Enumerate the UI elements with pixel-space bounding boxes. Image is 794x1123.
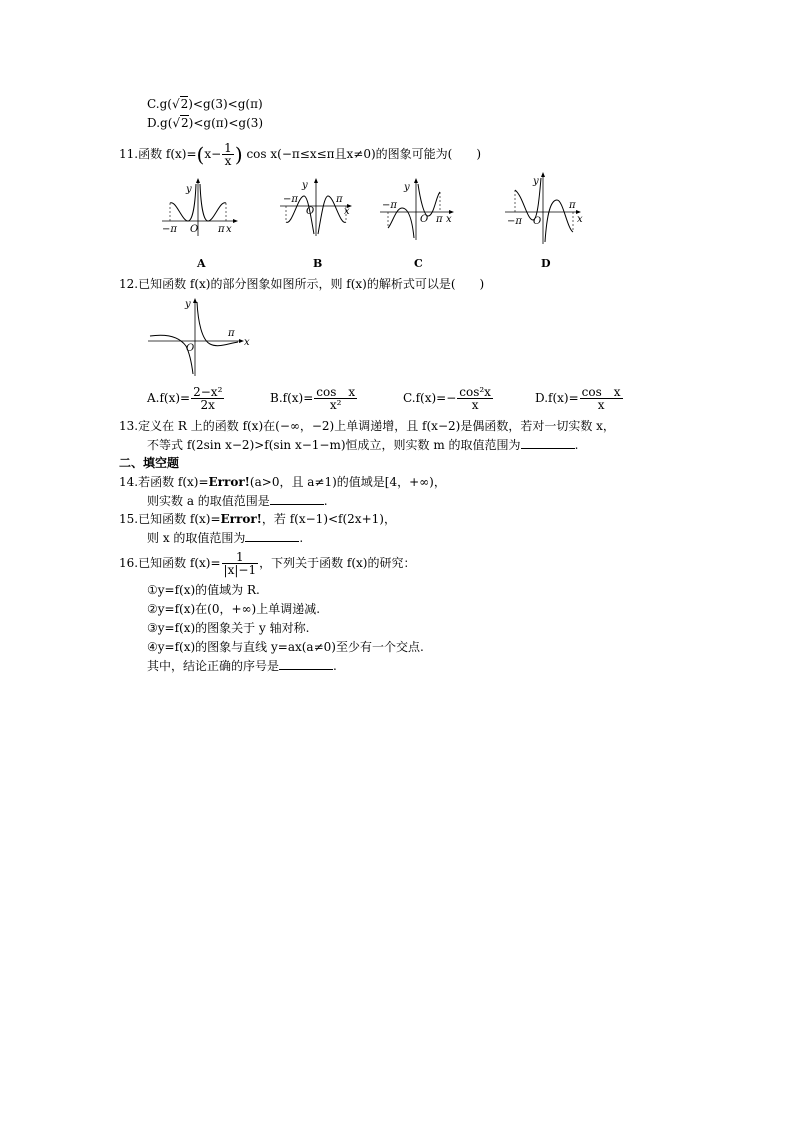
q11-graph-a-pi: π — [218, 224, 225, 235]
q12-graph — [148, 298, 250, 378]
q11-graph-a-origin: O — [190, 224, 199, 235]
q14-line-2-end: . — [323, 494, 328, 508]
q12-option-b-num: cos x — [316, 385, 356, 399]
q12-option-a — [147, 385, 225, 411]
q15-answer-blank[interactable] — [245, 531, 299, 542]
q14-line-1 — [119, 475, 446, 489]
q12-option-b-den: x² — [329, 398, 342, 412]
q13-line-2 — [147, 438, 578, 452]
q16-item-2: ②y=f(x)在(0，+∞)上单调递减. — [147, 602, 321, 616]
q11-graph-a-x-label: x — [226, 224, 232, 235]
q12-option-c-den: x — [471, 398, 479, 412]
q11-lparen: ( — [196, 142, 205, 167]
q11-graph-d-y-label: y — [533, 176, 539, 187]
q16-stem — [119, 550, 415, 576]
q12-option-a-label: A.f(x)= — [147, 391, 191, 405]
q15-line-1 — [119, 512, 396, 526]
q11-graph-c-neg-pi: −π — [382, 200, 397, 211]
q16-closing-end: . — [333, 659, 337, 673]
q10-option-d-prefix: D.g( — [147, 116, 173, 130]
q11-suffix: cos x(−π≤x≤π且x≠0)的图象可能为( ) — [246, 147, 482, 161]
q10-option-c-rest: )<g(3)<g(π) — [188, 97, 263, 111]
q12-option-d-num: cos x — [581, 385, 621, 399]
q11-graph-a — [160, 178, 240, 238]
q11-stem — [119, 142, 481, 167]
q14-line-2 — [147, 494, 328, 508]
q15-line-2 — [147, 531, 303, 545]
q11-graph-d-x-label: x — [577, 214, 583, 225]
q12-option-c-label: C.f(x)=− — [403, 391, 457, 405]
q11-graph-d-origin: O — [533, 216, 542, 227]
q11-graph-a-y-label: y — [186, 184, 192, 195]
q12-graph-y-label: y — [185, 299, 191, 310]
q16-item-4: ④y=f(x)的图象与直线 y=ax(a≠0)至少有一个交点. — [147, 640, 424, 654]
q11-label-a: A — [197, 257, 206, 270]
q12-option-d-fraction — [580, 386, 623, 411]
q11-graph-b — [278, 178, 358, 238]
q11-graph-d — [503, 172, 587, 244]
q11-rparen: ) — [234, 142, 243, 167]
q12-option-d-label: D.f(x)= — [535, 391, 579, 405]
q13-answer-blank[interactable] — [521, 438, 575, 449]
q11-graph-c — [378, 178, 460, 242]
q13-line-1: 13.定义在 R 上的函数 f(x)在(−∞，−2)上单调递增，且 f(x−2)是偶函数，若对一切实数 x， — [119, 419, 615, 433]
q11-graph-d-pi: π — [569, 200, 576, 211]
q11-graph-c-y-label: y — [404, 182, 410, 193]
q11-graph-b-y-label: y — [302, 180, 308, 191]
q11-label-d: D — [541, 257, 551, 270]
q11-label-b: B — [313, 257, 323, 270]
q15-line-2-end: . — [299, 531, 304, 545]
q11-fraction-den: x — [224, 154, 232, 168]
q12-option-c-fraction — [457, 386, 493, 411]
q14-suffix: (a>0，且 a≠1)的值域是[4，+∞)， — [249, 475, 446, 489]
q15-line-2-text: 则 x 的取值范围为 — [147, 531, 246, 545]
q11-x: x− — [204, 147, 222, 161]
q16-prefix: 16.已知函数 f(x)= — [119, 556, 221, 570]
q10-option-c: C.g(√2)<g(3)<g(π) — [147, 97, 263, 111]
q11-label-c: C — [414, 257, 423, 270]
q11-graph-c-pi: π — [436, 214, 443, 225]
q16-closing — [147, 659, 337, 673]
q11-graph-d-neg-pi: −π — [507, 216, 522, 227]
q12-option-b-fraction — [314, 386, 357, 411]
q12-option-d-den: x — [597, 398, 605, 412]
q16-fraction-num: 1 — [222, 551, 259, 564]
q12-option-a-num: 2−x² — [193, 385, 223, 399]
q15-suffix: ，若 f(x−1)<f(2x+1)， — [261, 512, 396, 526]
q12-option-a-den: 2x — [200, 398, 215, 412]
q15-prefix: 15.已知函数 f(x)= — [119, 512, 221, 526]
q11-graph-a-neg-pi: −π — [162, 224, 177, 235]
q12-graph-pi: π — [228, 328, 235, 339]
q11-prefix: 11.函数 f(x)= — [119, 147, 197, 161]
q10-option-d-radicand: 2 — [181, 116, 189, 130]
q11-fraction-num: 1 — [224, 141, 232, 155]
q14-line-2-text: 则实数 a 的取值范围是 — [147, 494, 270, 508]
q16-answer-blank[interactable] — [279, 659, 333, 670]
q11-graph-b-neg-pi: −π — [283, 194, 298, 205]
q12-option-c — [403, 385, 494, 411]
q15-error-text: Error! — [220, 512, 262, 526]
q12-option-d — [535, 385, 624, 411]
q16-fraction-den: |x|−1 — [223, 563, 257, 577]
q10-option-c-prefix: C.g( — [147, 97, 172, 111]
q11-graph-c-origin: O — [420, 214, 429, 225]
q13-line-2-text: 不等式 f(2sin x−2)>f(sin x−1−m)恒成立，则实数 m 的取值范围为 — [147, 438, 521, 452]
q14-prefix: 14.若函数 f(x)= — [119, 475, 209, 489]
q16-suffix: ，下列关于函数 f(x)的研究： — [259, 556, 416, 570]
q16-item-1: ①y=f(x)的值域为 R. — [147, 583, 260, 597]
q12-option-a-fraction — [191, 386, 224, 411]
q16-fraction — [222, 551, 259, 576]
q11-graph-c-x-label: x — [446, 214, 452, 225]
q14-error-text: Error! — [208, 475, 250, 489]
q12-graph-x-label: x — [244, 337, 250, 348]
q11-graph-b-x-label: x — [344, 206, 350, 217]
q14-answer-blank[interactable] — [270, 494, 324, 505]
q12-option-b-label: B.f(x)= — [270, 391, 314, 405]
q10-option-d-rest: )<g(π)<g(3) — [188, 116, 264, 130]
q13-line-2-end: . — [574, 438, 579, 452]
q16-closing-text: 其中，结论正确的序号是 — [147, 659, 280, 673]
q11-fraction — [222, 142, 234, 167]
q12-stem: 12.已知函数 f(x)的部分图象如图所示，则 f(x)的解析式可以是( ) — [119, 277, 485, 291]
q12-option-b — [270, 385, 358, 411]
q10-option-c-radicand: 2 — [180, 97, 189, 111]
q16-item-3: ③y=f(x)的图象关于 y 轴对称. — [147, 621, 310, 635]
q11-graph-b-pi: π — [336, 194, 343, 205]
section-heading: 二、填空题 — [119, 456, 180, 470]
q12-graph-origin: O — [186, 343, 195, 354]
q11-graph-b-origin: O — [306, 206, 315, 217]
q12-option-c-num: cos²x — [459, 385, 491, 399]
q10-option-d: D.g(√2)<g(π)<g(3) — [147, 116, 264, 130]
